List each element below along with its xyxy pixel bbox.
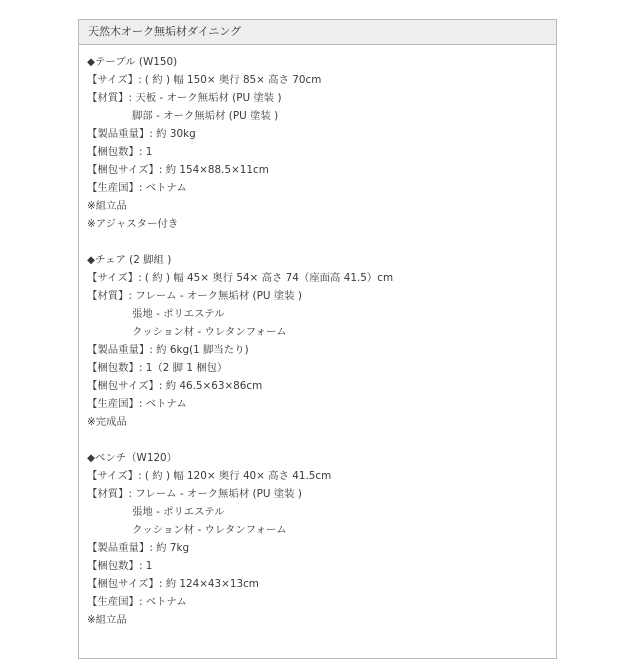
- spec-line: 張地 - ポリエステル: [132, 506, 225, 518]
- spec-line: ※完成品: [87, 416, 127, 428]
- panel-title: 天然木オーク無垢材ダイニング: [79, 20, 556, 45]
- spec-line: 脚部 - オーク無垢材 (PU 塗装 ): [132, 110, 279, 122]
- section-spacer: [87, 431, 556, 449]
- spec-line: ※アジャスター付き: [87, 218, 179, 230]
- table-spec-section: [87, 53, 556, 233]
- spec-line: 【生産国】: ベトナム: [87, 182, 187, 194]
- spec-line: 【製品重量】: 約 30kg: [87, 128, 196, 140]
- section-spacer: [87, 233, 556, 251]
- spec-line: 【材質】: 天板 - オーク無垢材 (PU 塗装 ): [87, 92, 282, 104]
- section-heading: ◆チェア (2 脚組 ): [87, 254, 172, 266]
- spec-line: ※組立品: [87, 200, 127, 212]
- spec-line: 張地 - ポリエステル: [132, 308, 225, 320]
- spec-line: 【サイズ】: ( 約 ) 幅 150× 奥行 85× 高さ 70cm: [87, 74, 322, 86]
- section-heading: ◆ベンチ（W120）: [87, 452, 178, 464]
- spec-line: 【梱包サイズ】: 約 124×43×13cm: [87, 578, 259, 590]
- spec-line: クッション材 - ウレタンフォーム: [132, 326, 287, 338]
- spec-line: 【材質】: フレーム - オーク無垢材 (PU 塗装 ): [87, 488, 302, 500]
- bench-spec-section: [87, 449, 556, 629]
- spec-line: 【梱包数】: 1: [87, 146, 153, 158]
- spec-panel: [78, 19, 557, 659]
- spec-line: 【生産国】: ベトナム: [87, 596, 187, 608]
- spec-line: クッション材 - ウレタンフォーム: [132, 524, 287, 536]
- spec-line: 【材質】: フレーム - オーク無垢材 (PU 塗装 ): [87, 290, 302, 302]
- spec-body: [79, 45, 556, 629]
- spec-line: 【梱包数】: 1（2 脚 1 梱包）: [87, 362, 228, 374]
- spec-line: 【製品重量】: 約 6kg(1 脚当たり): [87, 344, 249, 356]
- spec-line: 【サイズ】: ( 約 ) 幅 45× 奥行 54× 高さ 74（座面高 41.5）cm: [87, 272, 394, 284]
- spec-line: 【製品重量】: 約 7kg: [87, 542, 190, 554]
- chair-spec-section: [87, 251, 556, 431]
- spec-line: 【サイズ】: ( 約 ) 幅 120× 奥行 40× 高さ 41.5cm: [87, 470, 332, 482]
- spec-line: 【梱包サイズ】: 約 46.5×63×86cm: [87, 380, 263, 392]
- spec-line: 【梱包数】: 1: [87, 560, 153, 572]
- spec-line: 【梱包サイズ】: 約 154×88.5×11cm: [87, 164, 269, 176]
- spec-line: 【生産国】: ベトナム: [87, 398, 187, 410]
- section-heading: ◆テーブル (W150): [87, 56, 178, 68]
- spec-line: ※組立品: [87, 614, 127, 626]
